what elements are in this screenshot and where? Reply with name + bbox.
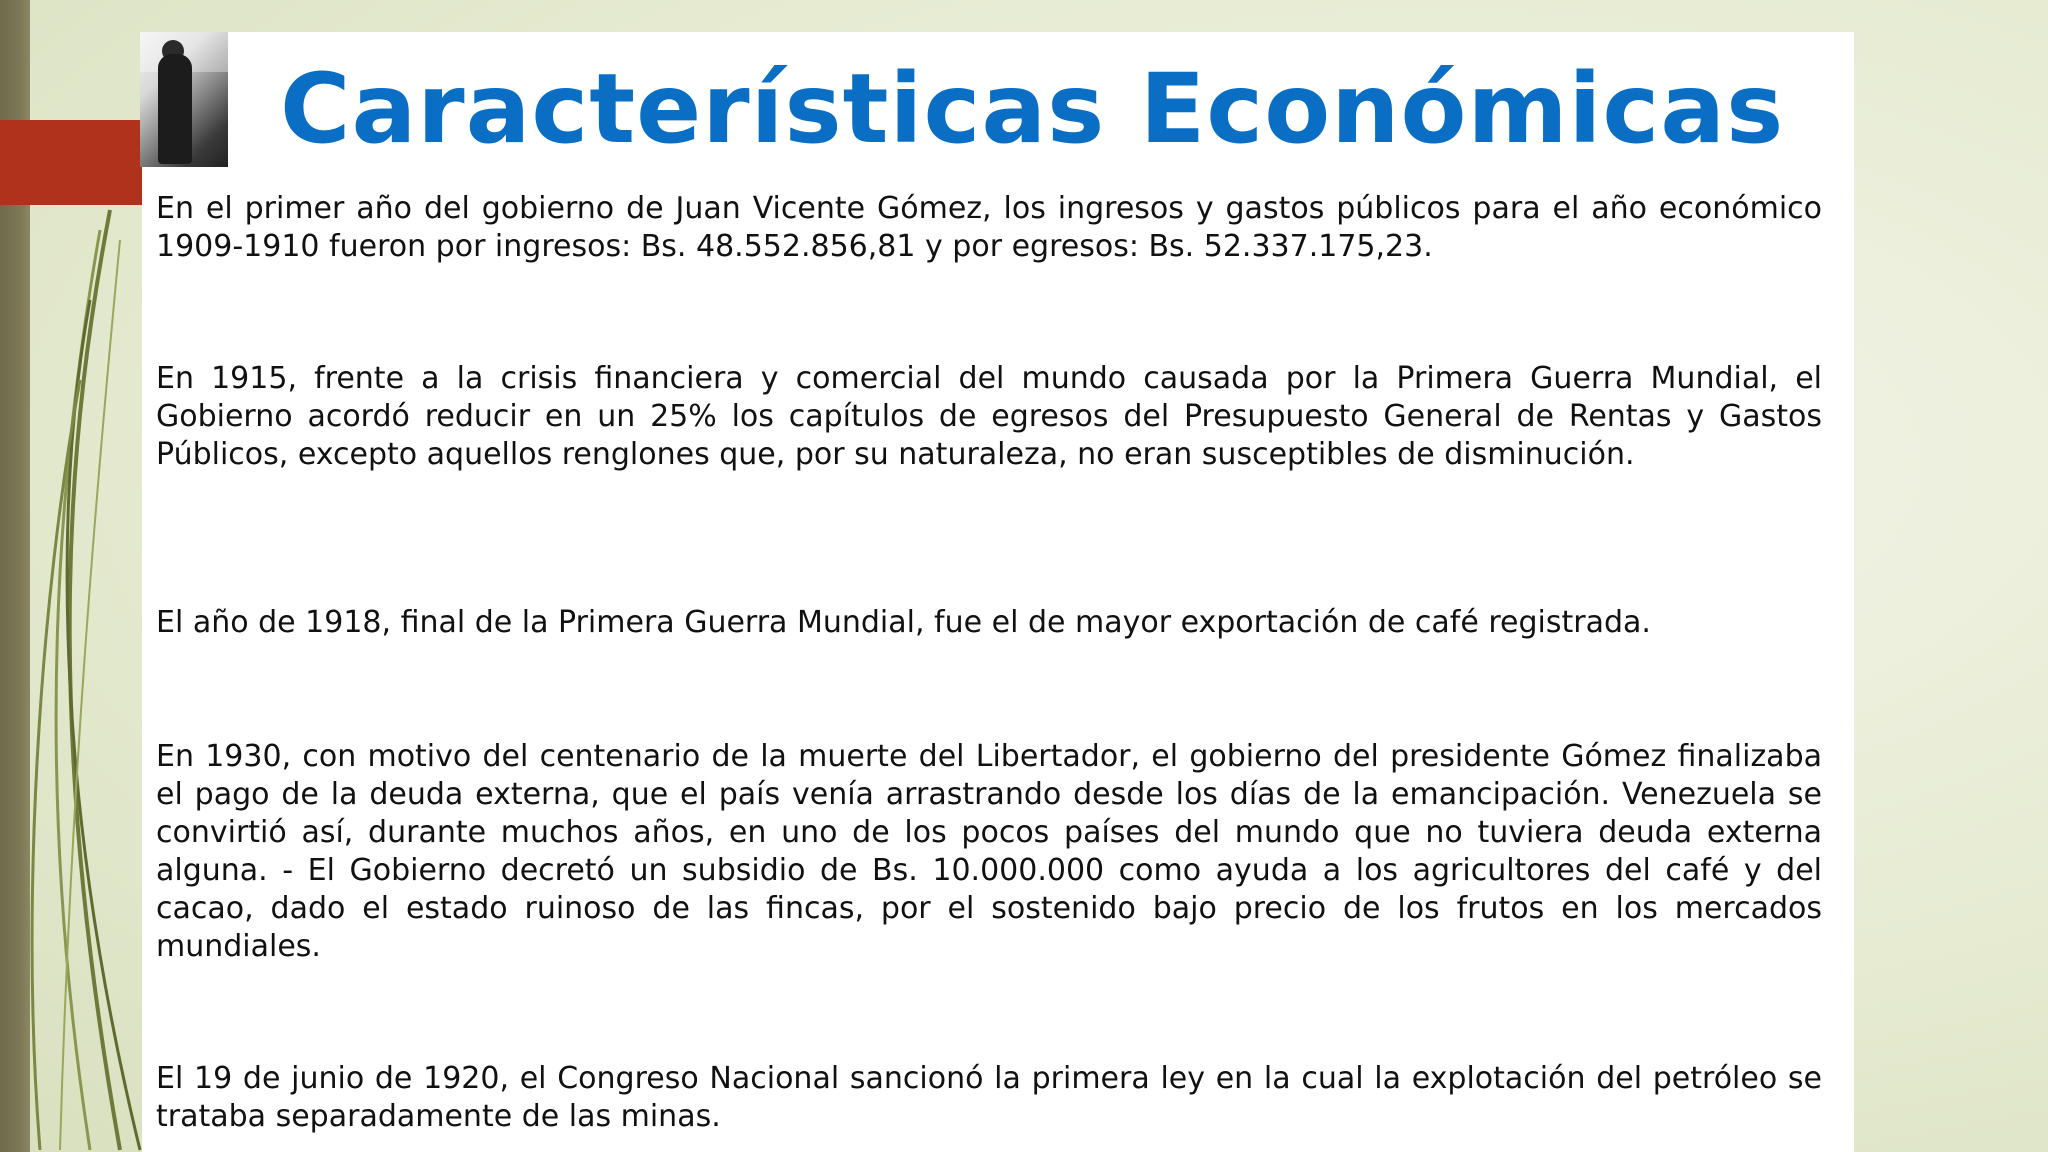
paragraph-4: En 1930, con motivo del centenario de la muerte del Libertador, el gobierno del presidente Gómez finalizaba el pago de la deuda externa, que el país venía arrastrando desde los días de la emancipación. Venezuela se convirtió así, durante muchos años, en uno de los pocos países del mundo que no tuviera deuda externa alguna. - El Gobierno decretó un subsidio de Bs. 10.000.000 como ayuda a los agricultores del café y del cacao, dado el estado ruinoso de las fincas, por el sostenido bajo precio de los frutos en los mercados mundiales. bbox=[156, 739, 1822, 964]
paragraph-5: El 19 de junio de 1920, el Congreso Nacional sancionó la primera ley en la cual la explotación del petróleo se trataba separadamente de las minas. bbox=[156, 1061, 1822, 1134]
red-accent-block bbox=[0, 120, 142, 205]
paragraph-1: En el primer año del gobierno de Juan Vicente Gómez, los ingresos y gastos públicos para el año económico 1909-1910 fueron por ingresos: Bs. 48.552.856,81 y por egresos: Bs. 52.337.175,23. bbox=[156, 191, 1822, 264]
paragraph-3: El año de 1918, final de la Primera Guerra Mundial, fue el de mayor exportación de café registrada. bbox=[156, 605, 1651, 640]
paragraph-2: En 1915, frente a la crisis financiera y comercial del mundo causada por la Primera Guerra Mundial, el Gobierno acordó reducir en un 25% los capítulos de egresos del Presupuesto General de Rentas y Gastos Públicos, excepto aquellos renglones que, por su naturaleza, no eran susceptibles de disminución. bbox=[156, 361, 1822, 472]
slide-title: Características Económicas bbox=[280, 53, 1785, 165]
portrait-photo-icon bbox=[140, 32, 228, 167]
